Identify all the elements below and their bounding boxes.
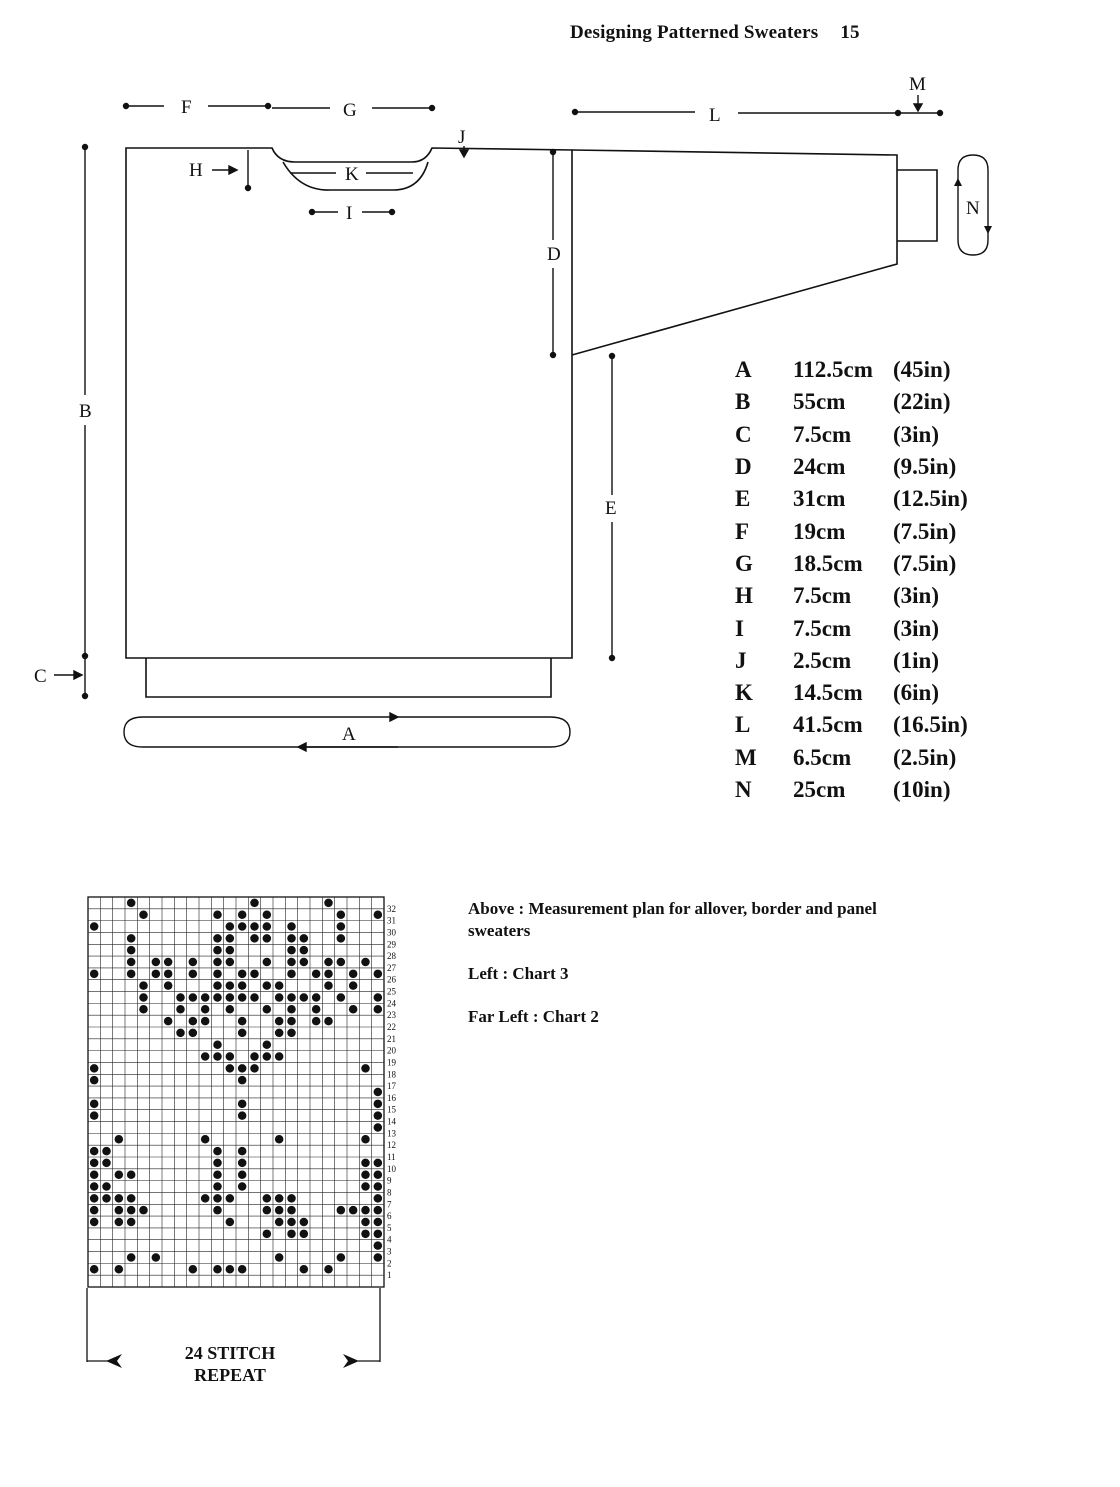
stitch-dot (361, 1206, 370, 1215)
stitch-dot (226, 946, 235, 955)
stitch-dot (250, 993, 259, 1002)
stitch-dot (263, 1005, 272, 1014)
stitch-dot (90, 1218, 99, 1227)
stitch-dot (90, 1194, 99, 1203)
stitch-dot (90, 1206, 99, 1215)
measurement-inches: (3in) (893, 583, 939, 609)
label-g: G (343, 100, 357, 121)
arrow-left-icon (106, 1354, 122, 1368)
stitch-dot (374, 970, 383, 979)
stitch-dot (250, 1052, 259, 1061)
repeat-label-line1: 24 STITCH (184, 1343, 276, 1363)
stitch-dot (337, 1253, 346, 1262)
row-number: 16 (387, 1092, 396, 1103)
row-number: 14 (387, 1116, 396, 1127)
stitch-dot (90, 970, 99, 979)
stitch-dot (102, 1147, 111, 1156)
row-number: 4 (387, 1234, 392, 1245)
stitch-dot (213, 1052, 222, 1061)
stitch-dot (213, 970, 222, 979)
stitch-dot (238, 1147, 247, 1156)
stitch-dot (287, 1206, 296, 1215)
row-number: 11 (387, 1152, 396, 1162)
stitch-dot (201, 1005, 210, 1014)
stitch-dot (213, 993, 222, 1002)
stitch-dot (226, 958, 235, 967)
stitch-dot (337, 993, 346, 1002)
measurement-cm: 14.5cm (793, 680, 863, 706)
stitch-dot (213, 1265, 222, 1274)
stitch-dot (349, 1005, 358, 1014)
stitch-dot (250, 1064, 259, 1073)
measurement-letter: D (735, 454, 752, 480)
measurement-cm: 31cm (793, 486, 846, 512)
stitch-dot (337, 910, 346, 919)
stitch-dot (374, 1159, 383, 1168)
measurement-letter: E (735, 486, 751, 512)
stitch-dot (90, 1265, 99, 1274)
repeat-label-line2: REPEAT (194, 1365, 266, 1385)
stitch-dot (349, 981, 358, 990)
row-number: 25 (387, 986, 396, 997)
row-number: 2 (387, 1258, 392, 1269)
stitch-dot (238, 1159, 247, 1168)
measurement-inches: (7.5in) (893, 518, 957, 544)
stitch-dot (189, 958, 198, 967)
stitch-dot (300, 958, 309, 967)
stitch-dot (213, 934, 222, 943)
stitch-dot (263, 1040, 272, 1049)
row-number: 8 (387, 1187, 392, 1198)
stitch-dot (238, 993, 247, 1002)
stitch-dot (102, 1194, 111, 1203)
stitch-dot (213, 910, 222, 919)
stitch-dot (139, 910, 148, 919)
measurement-inches: (2.5in) (893, 744, 957, 770)
stitch-dot (102, 1182, 111, 1191)
label-h: H (189, 160, 203, 181)
stitch-dot (189, 970, 198, 979)
stitch-dot (250, 922, 259, 931)
label-l: L (709, 105, 721, 126)
label-c: C (34, 666, 47, 687)
stitch-dot (127, 1194, 136, 1203)
row-number: 21 (387, 1033, 396, 1044)
stitch-dot (226, 993, 235, 1002)
stitch-dot (324, 899, 333, 908)
stitch-dot (374, 1253, 383, 1262)
stitch-dot (324, 970, 333, 979)
stitch-dot (90, 1147, 99, 1156)
label-d: D (547, 244, 561, 265)
stitch-dot (263, 922, 272, 931)
stitch-dot (90, 1170, 99, 1179)
measurement-cm: 19cm (793, 518, 846, 544)
stitch-dot (300, 946, 309, 955)
measurement-cm: 2.5cm (793, 647, 852, 673)
stitch-dot (337, 922, 346, 931)
stitch-dot (164, 1017, 173, 1026)
stitch-dot (287, 1194, 296, 1203)
measurement-letter: M (735, 744, 757, 770)
stitch-dot (250, 970, 259, 979)
measurement-inches: (7.5in) (893, 550, 957, 576)
stitch-dot (226, 1052, 235, 1061)
arrow-right-icon (343, 1354, 359, 1368)
stitch-dot (287, 993, 296, 1002)
stitch-dot (238, 1076, 247, 1085)
page-title: Designing Patterned Sweaters (570, 22, 819, 43)
stitch-dot (263, 1052, 272, 1061)
stitch-dot (176, 1005, 185, 1014)
stitch-dot (374, 1230, 383, 1239)
stitch-dot (189, 993, 198, 1002)
stitch-dot (324, 958, 333, 967)
measurement-letter: B (735, 389, 751, 415)
stitch-dot (275, 1218, 284, 1227)
stitch-dot (300, 934, 309, 943)
stitch-dot (349, 1206, 358, 1215)
measurement-letter: L (735, 712, 751, 738)
stitch-dot (238, 1100, 247, 1109)
stitch-dot (287, 922, 296, 931)
stitch-dot (226, 1265, 235, 1274)
stitch-dot (90, 1076, 99, 1085)
stitch-dot (90, 1100, 99, 1109)
stitch-dot (300, 1218, 309, 1227)
stitch-dot (238, 910, 247, 919)
stitch-dot (275, 1017, 284, 1026)
stitch-dot (374, 1100, 383, 1109)
stitch-dot (238, 1064, 247, 1073)
measurement-inches: (3in) (893, 421, 939, 447)
row-number: 1 (387, 1270, 392, 1281)
stitch-dot (312, 1017, 321, 1026)
stitch-dot (201, 1194, 210, 1203)
stitch-dot (374, 1182, 383, 1191)
row-number: 18 (387, 1069, 396, 1080)
stitch-dot (374, 1088, 383, 1097)
row-number: 31 (387, 915, 396, 926)
stitch-dot (226, 981, 235, 990)
stitch-dot (226, 1218, 235, 1227)
stitch-dot (312, 1005, 321, 1014)
stitch-dot (263, 1206, 272, 1215)
caption-far-left: Far Left : Chart 2 (468, 1007, 599, 1026)
stitch-dot (287, 1029, 296, 1038)
stitch-dot (275, 1135, 284, 1144)
measurement-inches: (10in) (893, 777, 951, 802)
label-j: J (458, 127, 466, 148)
stitch-dot (337, 1206, 346, 1215)
stitch-dot (263, 981, 272, 990)
stitch-dot (287, 946, 296, 955)
row-number: 22 (387, 1022, 396, 1032)
stitch-dot (324, 981, 333, 990)
page-number: 15 (840, 22, 860, 43)
row-number: 3 (387, 1246, 392, 1257)
measurement-inches: (9.5in) (893, 454, 957, 480)
stitch-dot (201, 1052, 210, 1061)
stitch-dot (263, 1194, 272, 1203)
stitch-dot (238, 1182, 247, 1191)
stitch-dot (287, 1017, 296, 1026)
stitch-dot (300, 993, 309, 1002)
stitch-dot (287, 958, 296, 967)
measurement-cm: 55cm (793, 389, 846, 415)
caption-above: Above : Measurement plan for allover, border and panel sweaters (468, 899, 877, 940)
measurement-cm: 41.5cm (793, 712, 863, 738)
stitch-dot (374, 1111, 383, 1120)
stitch-dot (226, 934, 235, 943)
row-number: 17 (387, 1081, 396, 1092)
stitch-dot (127, 1253, 136, 1262)
stitch-dot (361, 958, 370, 967)
stitch-dot (152, 970, 161, 979)
stitch-dot (213, 1159, 222, 1168)
caption-left: Left : Chart 3 (468, 964, 569, 983)
stitch-dot (287, 1230, 296, 1239)
stitch-dot (312, 970, 321, 979)
measurement-cm: 112.5cm (793, 357, 873, 383)
stitch-dot (213, 1170, 222, 1179)
measurement-cm: 6.5cm (793, 744, 852, 770)
stitch-dot (115, 1218, 124, 1227)
row-number: 7 (387, 1199, 392, 1210)
stitch-dot (324, 1017, 333, 1026)
row-number: 29 (387, 939, 396, 950)
measurement-letter: G (735, 550, 753, 576)
stitch-dot (238, 970, 247, 979)
stitch-dot (213, 1182, 222, 1191)
row-number: 26 (387, 974, 396, 985)
stitch-dot (263, 934, 272, 943)
measurement-letter: C (735, 421, 752, 447)
stitch-dot (90, 1111, 99, 1120)
stitch-dot (275, 993, 284, 1002)
stitch-dot (374, 1218, 383, 1227)
label-m: M (909, 74, 926, 95)
stitch-dot (127, 1218, 136, 1227)
stitch-dot (287, 1005, 296, 1014)
measurement-cm: 18.5cm (793, 550, 863, 576)
stitch-dot (189, 1265, 198, 1274)
row-number: 30 (387, 927, 396, 938)
stitch-dot (115, 1135, 124, 1144)
stitch-dot (361, 1159, 370, 1168)
row-number: 15 (387, 1104, 396, 1115)
row-number: 6 (387, 1211, 392, 1222)
row-number: 9 (387, 1175, 392, 1186)
stitch-repeat-label (150, 1342, 310, 1386)
measurement-inches: (16.5in) (893, 712, 968, 738)
measurement-inches: (12.5in) (893, 486, 968, 512)
measurement-letter: H (735, 583, 753, 609)
stitch-dot (152, 1253, 161, 1262)
stitch-dot (176, 993, 185, 1002)
stitch-dot (337, 934, 346, 943)
stitch-dot (127, 946, 136, 955)
stitch-dot (213, 1194, 222, 1203)
stitch-dot (374, 993, 383, 1002)
stitch-dot (115, 1265, 124, 1274)
stitch-dot (226, 1005, 235, 1014)
stitch-dot (374, 1206, 383, 1215)
stitch-dot (361, 1182, 370, 1191)
stitch-dot (263, 958, 272, 967)
stitch-dot (287, 1218, 296, 1227)
measurement-letter: I (735, 615, 744, 641)
measurement-letter: J (735, 647, 747, 673)
stitch-dot (361, 1064, 370, 1073)
stitch-dot (213, 981, 222, 990)
stitch-dot (90, 1064, 99, 1073)
stitch-dot (201, 1135, 210, 1144)
measurement-cm: 7.5cm (793, 421, 852, 447)
measurement-inches: (45in) (893, 357, 951, 383)
stitch-dot (374, 1241, 383, 1250)
measurement-cm: 7.5cm (793, 615, 852, 641)
row-number: 13 (387, 1128, 396, 1139)
measurement-cm: 25cm (793, 777, 846, 802)
stitch-dot (300, 1230, 309, 1239)
row-number: 28 (387, 951, 396, 962)
stitch-dot (275, 1052, 284, 1061)
stitch-dot (275, 1206, 284, 1215)
stitch-dot (152, 958, 161, 967)
stitch-dot (349, 970, 358, 979)
stitch-dot (374, 1123, 383, 1132)
measurement-letter: F (735, 518, 750, 544)
stitch-dot (275, 1253, 284, 1262)
measurement-letter: N (735, 777, 752, 802)
measurement-letter: A (735, 357, 752, 383)
stitch-dot (250, 934, 259, 943)
label-i: I (346, 203, 353, 224)
row-number: 23 (387, 1010, 396, 1021)
stitch-dot (90, 1159, 99, 1168)
stitch-dot (324, 1265, 333, 1274)
stitch-dot (213, 1206, 222, 1215)
stitch-dot (213, 958, 222, 967)
measurement-letter: K (735, 680, 753, 706)
stitch-dot (226, 1194, 235, 1203)
stitch-dot (139, 993, 148, 1002)
stitch-dot (238, 1017, 247, 1026)
row-number: 27 (387, 962, 396, 973)
label-b: B (79, 401, 92, 422)
stitch-dot (312, 993, 321, 1002)
stitch-dot (164, 981, 173, 990)
stitch-dot (201, 993, 210, 1002)
stitch-dot (361, 1230, 370, 1239)
stitch-dot (127, 958, 136, 967)
stitch-dot (213, 946, 222, 955)
measurement-inches: (22in) (893, 389, 951, 415)
stitch-dot (238, 1111, 247, 1120)
label-e: E (605, 498, 617, 519)
stitch-dot (90, 1182, 99, 1191)
stitch-dot (275, 1029, 284, 1038)
stitch-dot (238, 981, 247, 990)
row-number: 20 (387, 1045, 396, 1056)
stitch-dot (287, 934, 296, 943)
stitch-dot (250, 899, 259, 908)
row-number: 5 (387, 1222, 392, 1233)
stitch-dot (164, 970, 173, 979)
stitch-dot (226, 1064, 235, 1073)
stitch-dot (361, 1135, 370, 1144)
stitch-dot (189, 1029, 198, 1038)
stitch-dot (127, 899, 136, 908)
stitch-dot (374, 1170, 383, 1179)
stitch-dot (127, 1170, 136, 1179)
stitch-dot (139, 1206, 148, 1215)
stitch-dot (226, 922, 235, 931)
label-k: K (345, 164, 359, 185)
stitch-dot (238, 1170, 247, 1179)
row-number: 19 (387, 1057, 396, 1068)
measurement-inches: (3in) (893, 615, 939, 641)
stitch-dot (361, 1170, 370, 1179)
stitch-dot (115, 1194, 124, 1203)
row-number: 32 (387, 903, 396, 914)
measurement-inches: (6in) (893, 680, 939, 706)
stitch-dot (287, 970, 296, 979)
stitch-dot (263, 910, 272, 919)
stitch-dot (300, 1265, 309, 1274)
stitch-dot (361, 1218, 370, 1227)
label-n: N (966, 198, 980, 219)
stitch-dot (374, 1194, 383, 1203)
stitch-dot (164, 958, 173, 967)
stitch-dot (189, 1017, 198, 1026)
stitch-dot (176, 1029, 185, 1038)
stitch-dot (374, 910, 383, 919)
stitch-dot (213, 1040, 222, 1049)
stitch-dot (102, 1159, 111, 1168)
stitch-dot (127, 970, 136, 979)
stitch-dot (213, 1147, 222, 1156)
stitch-dot (337, 958, 346, 967)
measurement-cm: 24cm (793, 454, 846, 480)
stitch-dot (238, 1265, 247, 1274)
stitch-dot (275, 981, 284, 990)
row-number: 10 (387, 1163, 396, 1174)
stitch-dot (90, 922, 99, 931)
stitch-dot (263, 1230, 272, 1239)
stitch-dot (115, 1170, 124, 1179)
stitch-dot (115, 1206, 124, 1215)
stitch-dot (201, 1017, 210, 1026)
stitch-dot (374, 1005, 383, 1014)
stitch-dot (127, 934, 136, 943)
measurement-inches: (1in) (893, 647, 939, 673)
row-number: 12 (387, 1140, 396, 1151)
stitch-dot (139, 981, 148, 990)
stitch-dot (127, 1206, 136, 1215)
label-f: F (181, 97, 192, 118)
stitch-dot (238, 922, 247, 931)
measurement-cm: 7.5cm (793, 583, 852, 609)
stitch-dot (275, 1194, 284, 1203)
stitch-dot (238, 1029, 247, 1038)
row-number: 24 (387, 998, 396, 1009)
stitch-dot (139, 1005, 148, 1014)
label-a: A (342, 724, 356, 745)
